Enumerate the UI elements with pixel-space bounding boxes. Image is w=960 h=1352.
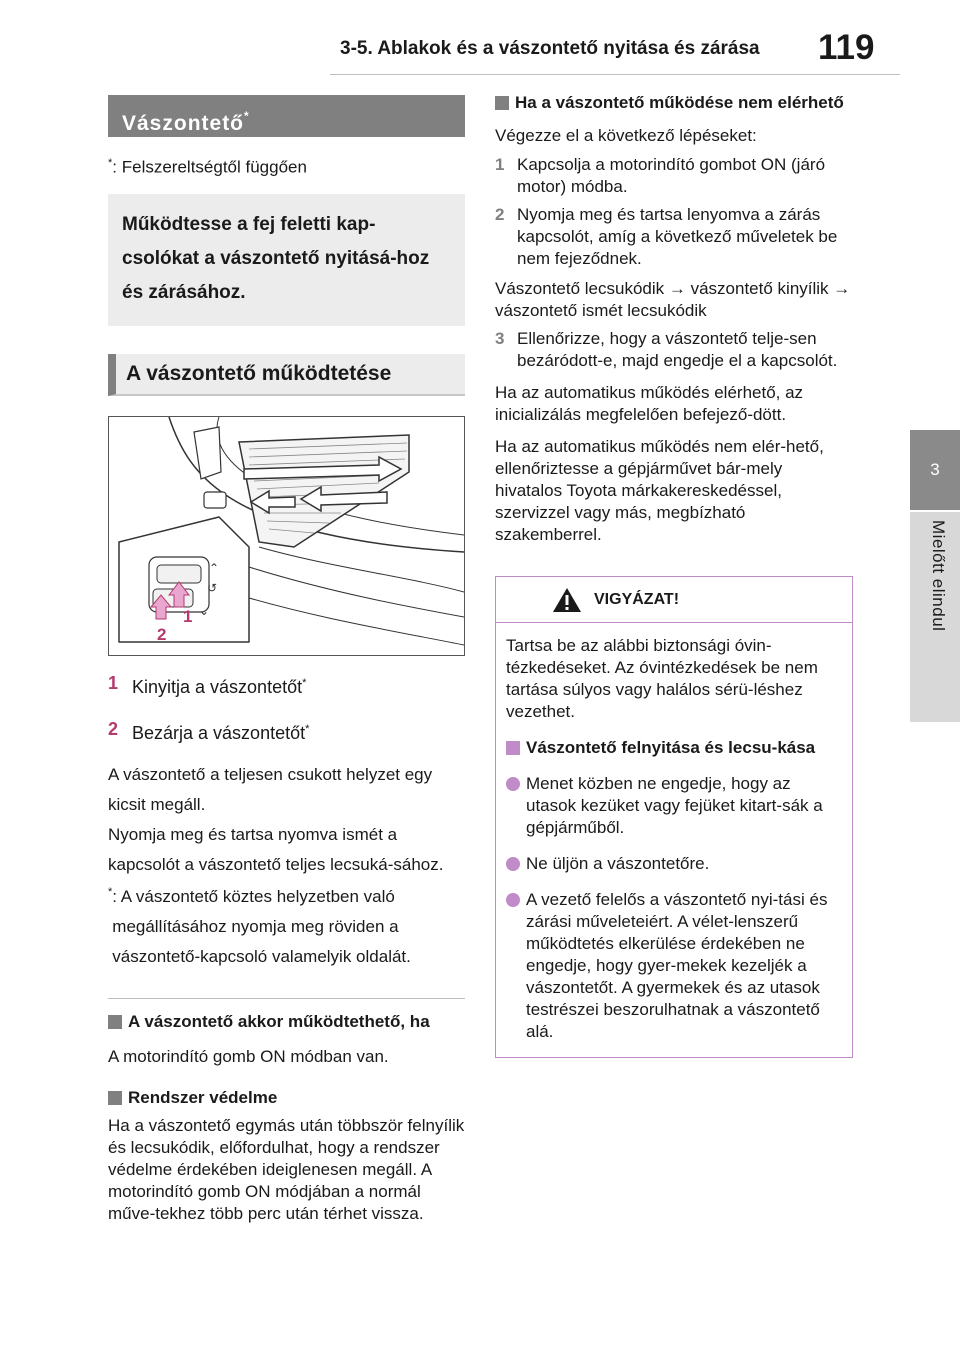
- section-title: Vászontető: [122, 112, 245, 135]
- step-1: [495, 154, 853, 198]
- round-bullet-icon: [506, 857, 520, 871]
- item-number: 1: [108, 672, 119, 693]
- operation-items: [108, 670, 465, 746]
- item-text: Kinyitja a vászontetőt: [132, 676, 303, 697]
- footnote-mark: *: [108, 157, 113, 169]
- step-text: Ellenőrizze, hogy a vászontető telje-sen bezáródott-e, majd engedje el a kapcsolót.: [517, 329, 838, 370]
- caution-bullet: [506, 773, 838, 839]
- note-text: : A vászontető köztes helyzetben való megállításához nyomja meg röviden a vászontető-kapcsoló valamelyik oldalát.: [112, 886, 411, 966]
- auto-unavailable-text: Ha az automatikus működés nem elér-hető, ellenőriztesse a gépjárművet bár-mely hivatalos Toyota márkakereskedéssel, szervizzel vagy más, megbízható szakemberrel.: [495, 437, 824, 544]
- note-mark: *: [108, 885, 113, 898]
- caution-title: VIGYÁZAT!: [594, 591, 680, 608]
- caution-body: [496, 623, 852, 1057]
- svg-text:⌃: ⌃: [209, 560, 220, 575]
- step-text: Nyomja meg és tartsa lenyomva a zárás kapcsolót, amíg a következő műveletek be nem fejeződnek.: [517, 205, 838, 268]
- stop-paragraph: A vászontető a teljesen csukott helyzet egy kicsit megáll.: [108, 764, 433, 814]
- right-column: [495, 92, 853, 1058]
- intro-box: Működtesse a fej feletti kap-csolókat a vászontető nyitásá-hoz és zárásához.: [108, 194, 465, 326]
- caution-intro: Tartsa be az alábbi biztonsági óvin-tézkedéseket. Az óvintézkedések be nem tartása súlyos vagy halálos sérü-léshez vezethet.: [506, 636, 818, 721]
- section-title-bar: [108, 95, 465, 137]
- round-bullet-icon: [506, 893, 520, 907]
- item-mark: *: [302, 676, 307, 689]
- caution-bullet: [506, 853, 838, 875]
- caution-box: [495, 576, 853, 1058]
- svg-text:↺: ↺: [207, 580, 218, 595]
- sub-protection-heading: [108, 1087, 465, 1109]
- chapter-tab-number: 3: [910, 430, 960, 510]
- operation-heading: A vászontető működtetése: [108, 354, 465, 396]
- warning-triangle-icon: [552, 587, 582, 613]
- item-open-text-wrap: [132, 670, 306, 700]
- square-bullet-icon: [506, 741, 520, 755]
- sub-operable-title: A vászontető akkor működtethető, ha: [128, 1011, 430, 1031]
- caution-subhead: [506, 737, 838, 759]
- round-bullet-icon: [506, 777, 520, 791]
- item-number: 2: [108, 718, 119, 739]
- unavailable-title: Ha a vászontető működése nem elérhető: [515, 93, 844, 112]
- unavailable-heading: [495, 92, 853, 114]
- caution-bullet-text: A vezető felelős a vászontető nyi-tási és zárási műveleteiért. A vélet-lenszerű működtetés elkerülése érdekében ne engedje, hogy gyer-mekek kezeljék a vászontetőt. A gyermekek és az utasok testrészei beszorulhatnak a vászontető alá.: [526, 890, 828, 1041]
- sequence-text: Vászontető lecsukódik → vászontető kinyílik → vászontető ismét lecsukódik: [495, 279, 851, 320]
- item-mark: *: [305, 722, 310, 735]
- header-divider: [330, 74, 900, 75]
- steps-intro: Végezze el a következő lépéseket:: [495, 126, 757, 145]
- step-number: 1: [495, 155, 505, 174]
- left-column: [108, 95, 465, 1225]
- caution-subhead-text: Vászontető felnyitása és lecsu-kása: [526, 738, 816, 757]
- sub-protection-text: Ha a vászontető egymás után többször felnyílik és lecsukódik, előfordulhat, hogy a rendszer védelme érdekében ideiglenesen megáll. A motorindító gomb ON módjában a normál műve-tekhez több perc után térhet vissza.: [108, 1115, 465, 1223]
- figure-label-1: 1: [183, 606, 193, 626]
- caution-bullet-text: Menet közben ne engedje, hogy az utasok kezüket vagy fejüket kitart-sák a gépjárműből.: [526, 774, 823, 837]
- step-number: 3: [495, 329, 505, 348]
- hold-paragraph: Nyomja meg és tartsa nyomva ismét a kapcsolót a vászontető teljes lecsuká-sához.: [108, 824, 444, 874]
- running-header: 3-5. Ablakok és a vászontető nyitása és zárása: [340, 38, 760, 59]
- figure-label-2: 2: [157, 624, 167, 644]
- step-2: [495, 204, 853, 270]
- auto-available-text: Ha az automatikus működés elérhető, az inicializálás megfelelően befejező-dött.: [495, 383, 804, 424]
- square-bullet-icon: [495, 96, 509, 110]
- footnote-text: : Felszereltségtől függően: [112, 157, 307, 177]
- item-open: [108, 670, 465, 700]
- section-title-mark: *: [244, 109, 250, 123]
- caution-header: [496, 577, 852, 623]
- sub-operable-heading: [108, 1011, 465, 1033]
- equipment-footnote: [108, 151, 465, 180]
- sub-protection-title: Rendszer védelme: [128, 1087, 278, 1107]
- svg-text:⌄: ⌄: [199, 603, 210, 618]
- intermediate-note: [108, 882, 465, 972]
- section-divider: [108, 998, 465, 999]
- caution-bullet-text: Ne üljön a vászontetőre.: [526, 854, 710, 873]
- square-bullet-icon: [108, 1091, 122, 1105]
- step-3: [495, 328, 853, 372]
- step-number: 2: [495, 205, 505, 224]
- caution-bullet: [506, 889, 838, 1043]
- item-close-text-wrap: [132, 716, 309, 746]
- sunroof-diagram-icon: [109, 417, 464, 655]
- sunroof-illustration: [108, 416, 465, 656]
- item-text: Bezárja a vászontetőt: [132, 722, 306, 743]
- page-number: 119: [818, 28, 875, 67]
- sub-operable-text: A motorindító gomb ON módban van.: [108, 1046, 389, 1066]
- item-close: [108, 716, 465, 746]
- square-bullet-icon: [108, 1015, 122, 1029]
- chapter-tab-label: Mielőtt elindul: [929, 520, 948, 632]
- step-text: Kapcsolja a motorindító gombot ON (járó motor) módba.: [517, 155, 826, 196]
